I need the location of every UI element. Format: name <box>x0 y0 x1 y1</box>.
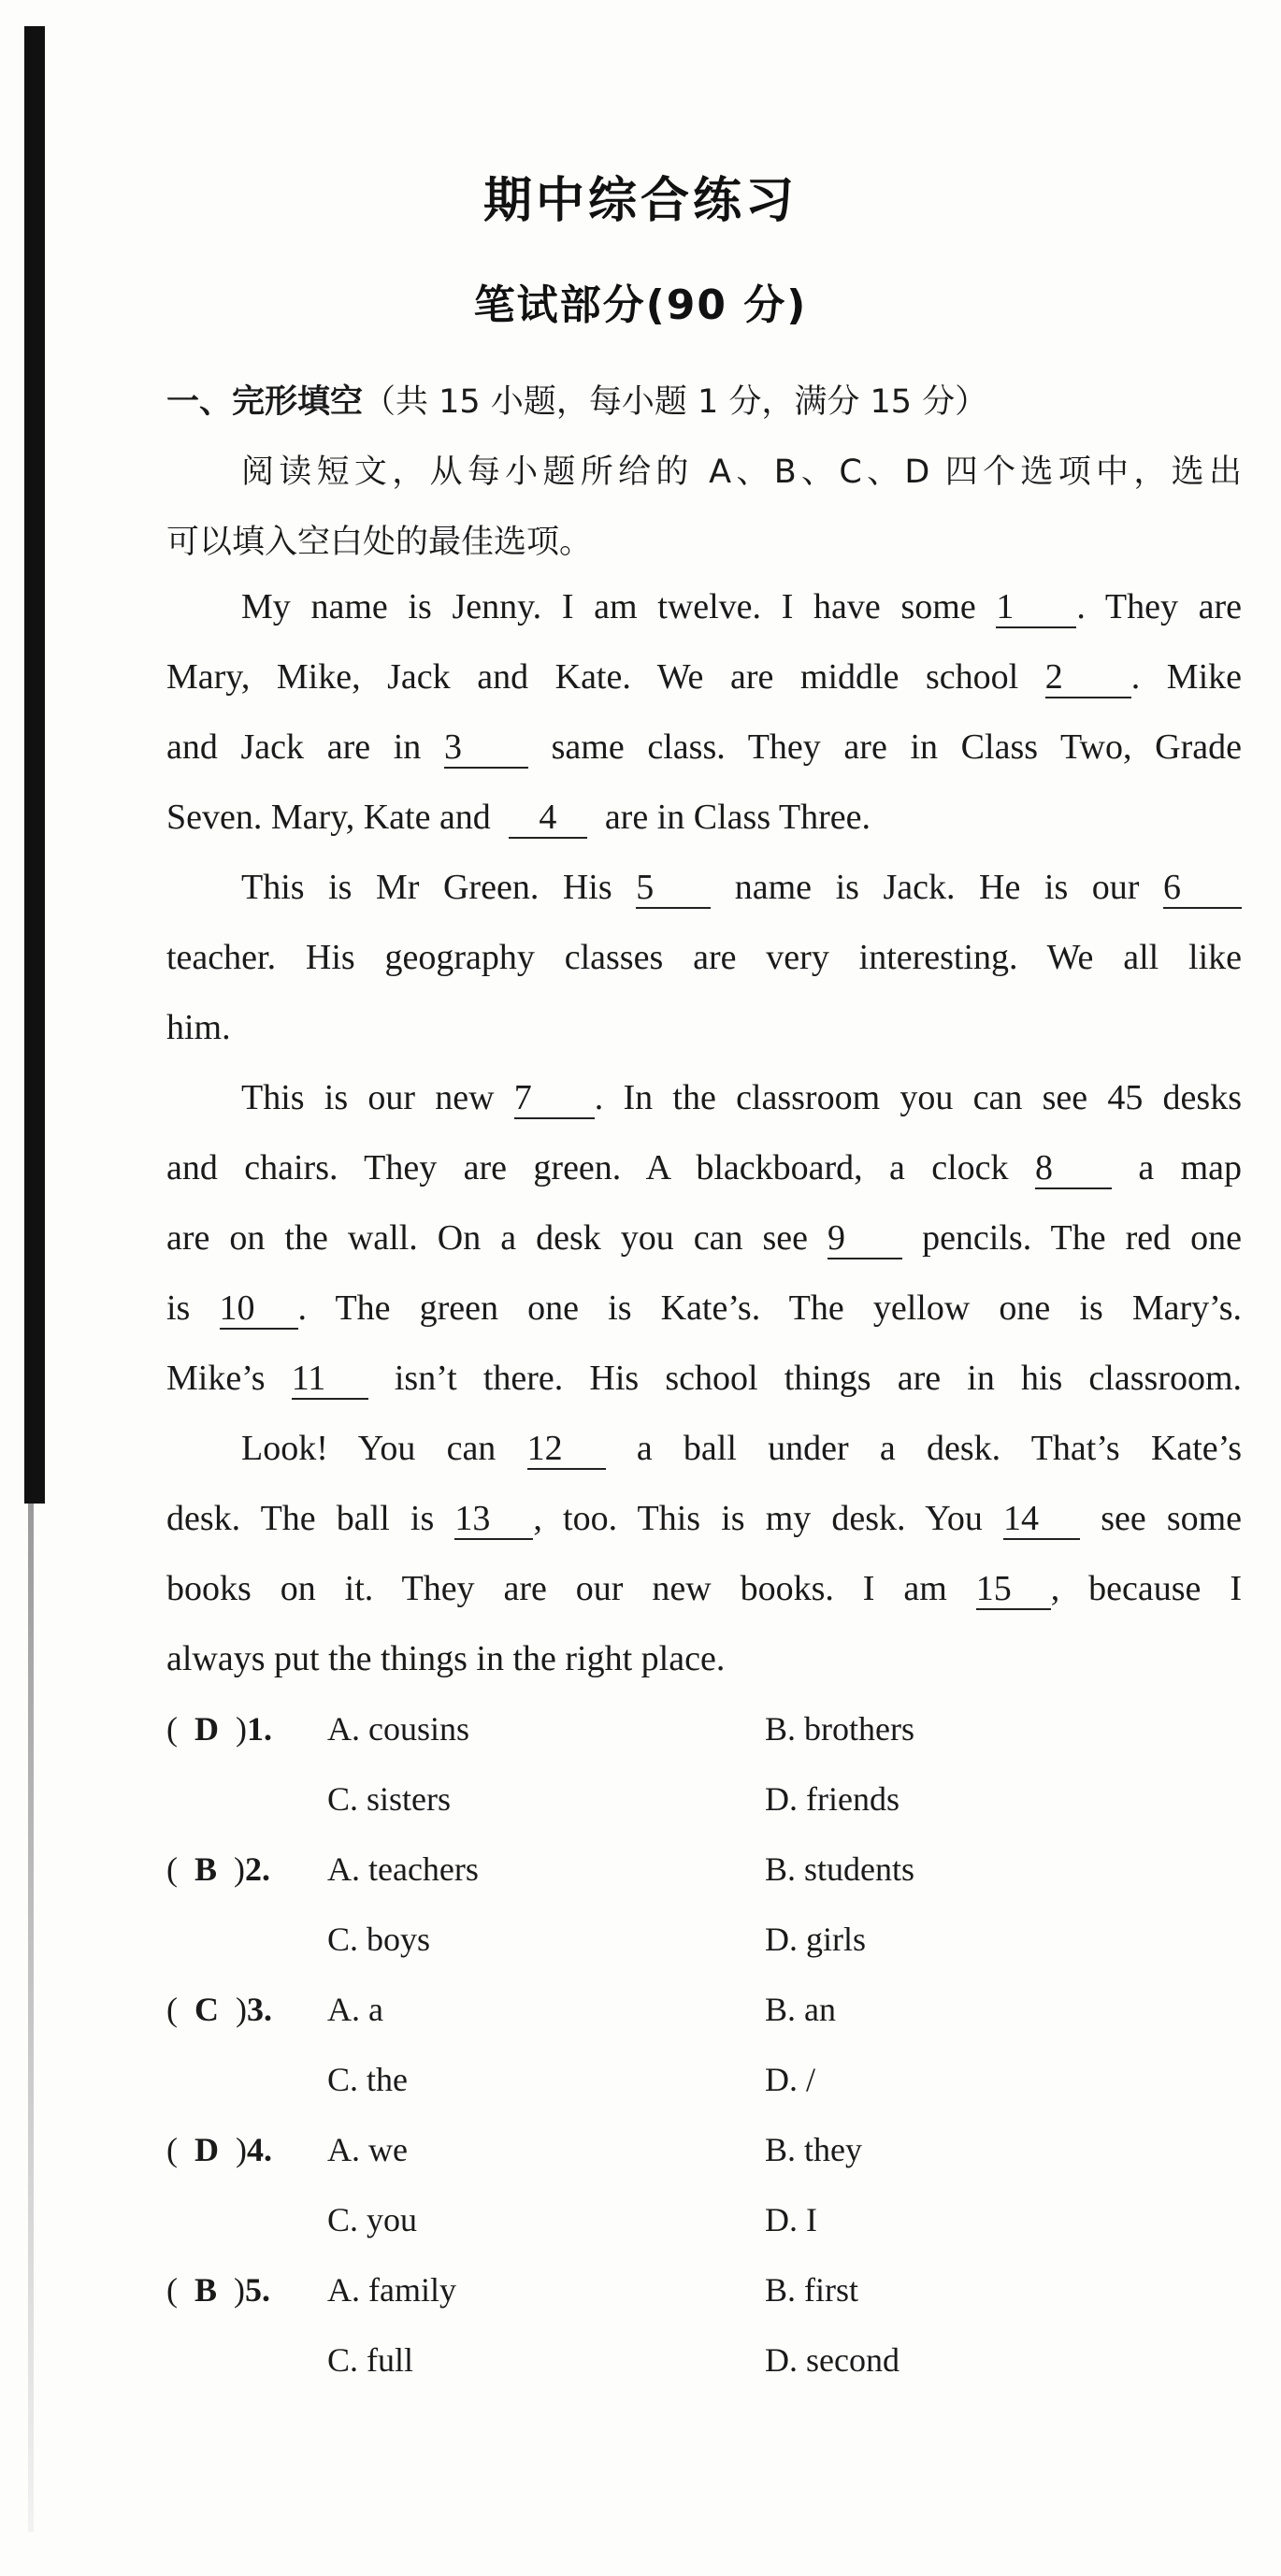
answer-letter: D <box>194 2131 219 2168</box>
question-number: 4. <box>247 2131 272 2168</box>
blank-11: 11 <box>292 1360 368 1400</box>
blank-10: 10 <box>220 1290 298 1330</box>
blank-5: 5 <box>636 870 711 909</box>
answer-letter: D <box>194 1710 219 1748</box>
passage-line: and chairs. They are green. A blackboard, a clock 8 a map <box>166 1148 1243 1187</box>
option-b: B. students <box>765 1850 915 1888</box>
instruction-line-2: 可以填入空白处的最佳选项。 <box>166 524 593 561</box>
passage-line: is 10 . The green one is Kate’s. The yellow one is Mary’s. <box>166 1288 1243 1328</box>
option-a: A. teachers <box>327 1850 479 1888</box>
option-d: D. girls <box>765 1921 866 1958</box>
option-d: D. friends <box>765 1780 900 1818</box>
blank-13: 13 <box>454 1501 533 1540</box>
option-b: B. they <box>765 2131 862 2168</box>
passage-line: him. <box>166 1008 231 1047</box>
option-d: D. I <box>765 2201 817 2238</box>
answer-paren: ( B )5. <box>166 2271 271 2309</box>
scan-edge-shadow <box>24 26 45 1504</box>
blank-8: 8 <box>1035 1150 1112 1189</box>
blank-12: 12 <box>527 1431 606 1470</box>
option-c: C. full <box>327 2341 414 2379</box>
answer-letter: B <box>194 2271 218 2309</box>
blank-1: 1 <box>996 589 1076 628</box>
passage-line: Look! You can 12 a ball under a desk. That’s Kate’s <box>241 1429 1243 1468</box>
option-a: A. family <box>327 2271 456 2309</box>
instruction-line-1: 阅读短文，从每小题所给的 A、B、C、D 四个选项中，选出 <box>241 453 1242 491</box>
answer-paren: ( B )2. <box>166 1850 271 1888</box>
option-b: B. first <box>765 2271 859 2309</box>
page-title: 期中综合练习 <box>482 173 798 229</box>
passage-line: are on the wall. On a desk you can see 9 pencils. The red one <box>166 1218 1243 1258</box>
passage-line: desk. The ball is 13 , too. This is my desk. You 14 see some <box>166 1499 1243 1538</box>
option-a: A. a <box>327 1991 383 2028</box>
passage-line: books on it. They are our new books. I am 15 , because I <box>166 1569 1242 1608</box>
option-d: D. / <box>765 2061 815 2098</box>
blank-15: 15 <box>976 1571 1051 1610</box>
question-number: 3. <box>247 1991 272 2028</box>
option-b: B. brothers <box>765 1710 914 1748</box>
passage-line: This is Mr Green. His 5 name is Jack. He is our 6 <box>241 867 1242 909</box>
answer-paren: ( D )1. <box>166 1710 272 1748</box>
answer-letter: B <box>194 1850 218 1888</box>
blank-2: 2 <box>1045 659 1131 698</box>
answer-letter: C <box>194 1991 219 2028</box>
blank-14: 14 <box>1003 1501 1080 1540</box>
option-a: A. we <box>327 2131 408 2168</box>
section-heading <box>166 376 987 423</box>
passage-line: This is our new 7 . In the classroom you can see 45 desks <box>241 1078 1242 1117</box>
option-c: C. boys <box>327 1921 431 1958</box>
option-a: A. cousins <box>327 1710 469 1748</box>
section-name: 完形填空 <box>232 383 364 421</box>
passage-line: Seven. Mary, Kate and 4 are in Class Three. <box>166 798 871 837</box>
passage-line: always put the things in the right place. <box>166 1639 726 1678</box>
passage-line: teacher. His geography classes are very interesting. We all like <box>166 938 1242 977</box>
option-c: C. the <box>327 2061 408 2098</box>
answer-paren: ( C )3. <box>166 1991 272 2028</box>
section-note: （共 15 小题，每小题 1 分，满分 15 分） <box>363 383 988 421</box>
scan-edge-fade <box>28 1504 34 2532</box>
answer-paren: ( D )4. <box>166 2131 272 2168</box>
option-b: B. an <box>765 1991 836 2028</box>
question-number: 2. <box>245 1850 271 1888</box>
blank-9: 9 <box>828 1220 902 1259</box>
question-number: 5. <box>245 2271 271 2309</box>
option-c: C. sisters <box>327 1780 452 1818</box>
page-subtitle: 笔试部分(90 分) <box>473 281 808 329</box>
blank-6: 6 <box>1163 870 1242 909</box>
question-number: 1. <box>247 1710 272 1748</box>
passage-line: and Jack are in 3 same class. They are in Class Two, Grade <box>166 727 1242 767</box>
option-c: C. you <box>327 2201 418 2238</box>
blank-3: 3 <box>444 729 528 769</box>
blank-4: 4 <box>509 799 587 839</box>
section-number: 一、 <box>166 383 233 421</box>
passage-line: My name is Jenny. I am twelve. I have some 1 . They are <box>241 587 1243 626</box>
blank-7: 7 <box>514 1080 595 1119</box>
option-d: D. second <box>765 2341 900 2379</box>
passage-line: Mary, Mike, Jack and Kate. We are middle school 2 . Mike <box>166 657 1242 697</box>
passage-line: Mike’s 11 isn’t there. His school things are in his classroom. <box>166 1359 1243 1398</box>
